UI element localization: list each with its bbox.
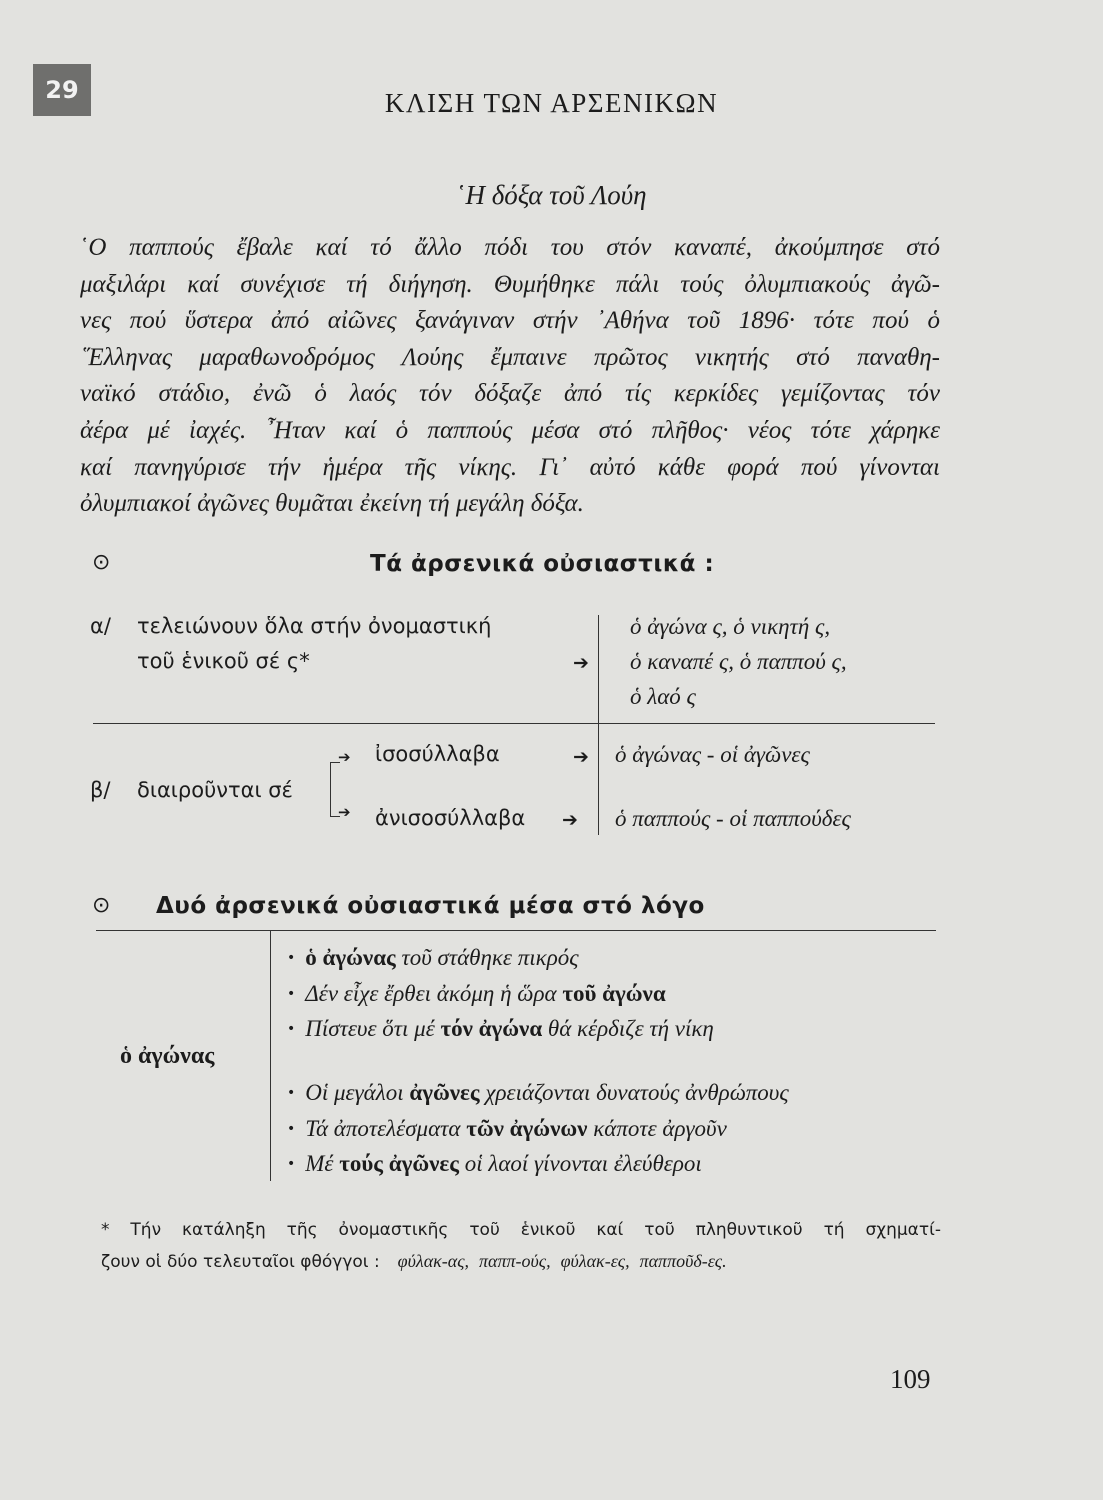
bullet-icon: •	[287, 986, 296, 1002]
example-word: ὁ ἀγώνας	[120, 1043, 215, 1069]
chapter-title: ΚΛΙΣΗ ΤΩΝ ΑΡΣΕΝΙΚΩΝ	[384, 88, 719, 118]
rule-a-example-2: ὁ καναπέ ς, ὁ παππού ς,	[630, 649, 847, 674]
bracket-line	[330, 762, 331, 816]
arrow-icon: ➔	[338, 803, 351, 821]
example-sentence: • ὁ ἀγώνας τοῦ στάθηκε πικρός	[287, 945, 579, 970]
bullet-icon: •	[287, 1156, 296, 1172]
bullet-icon: •	[287, 1021, 296, 1037]
bullet-icon: •	[287, 1121, 296, 1137]
example-sentence: • Μέ τούς ἀγῶνες οἱ λαοί γίνονται ἐλεύθεροι	[287, 1151, 702, 1176]
section1-heading: Τά ἀρσενικά οὐσιαστικά :	[370, 551, 715, 577]
branch-isosyllaba: ἰσοσύλλαβα	[375, 742, 500, 766]
footnote-line: ζουν οἱ δύο τελευταῖοι φθόγγοι : φύλακ-ας, παππ-ούς, φύλακ-ες, παπποῦδ-ες.	[101, 1251, 727, 1272]
branch-anisosyllaba: ἀνισοσύλλαβα	[375, 806, 526, 830]
footnote	[101, 1215, 941, 1277]
arrow-icon: ➔	[573, 652, 589, 674]
story-line: ῞Ελληνας μαραθωνοδρόμος Λούης ἔμπαινε πρῶτος νικητής στό παναθη-	[80, 343, 940, 371]
page-badge: 29	[33, 64, 91, 116]
rule-a-example-3: ὁ λαό ς	[630, 684, 696, 709]
story-title: ῾Η δόξα τοῦ Λούη	[456, 180, 647, 210]
arrow-icon: ➔	[338, 748, 351, 766]
rule-a-text-2: τοῦ ἑνικοῦ σέ ς*	[137, 649, 310, 673]
table-divider-horizontal	[96, 930, 936, 931]
bullet-icon: •	[287, 1085, 296, 1101]
story-line: μαξιλάρι καί συνέχισε τή διήγηση. Θυμήθηκε πάλι τούς ὀλυμπιακούς ἀγῶ-	[80, 270, 940, 298]
rule-a-label: α/	[90, 614, 111, 638]
table-divider-vertical	[598, 615, 599, 835]
example-sentence: • Δέν εἶχε ἔρθει ἀκόμη ἡ ὥρα τοῦ ἀγώνα	[287, 981, 666, 1006]
story-line: νες πού ὕστερα ἀπό αἰῶνες ξανάγιναν στήν ᾿Αθήνα τοῦ 1896· τότε πού ὁ	[80, 307, 940, 335]
example-sentence: • Πίστευε ὅτι μέ τόν ἀγώνα θά κέρδιζε τή νίκη	[287, 1016, 714, 1041]
arrow-icon: ➔	[562, 809, 578, 831]
table-divider-vertical	[270, 931, 271, 1181]
page-number: 109	[890, 1364, 931, 1394]
story-paragraph	[80, 230, 940, 523]
footnote-line: * Τήν κατάληξη τῆς ὀνομαστικῆς τοῦ ἑνικοῦ καί τοῦ πληθυντικοῦ τή σχηματί-	[101, 1220, 941, 1240]
rule-b-example-2: ὁ παππούς - οἱ παππούδες	[615, 806, 851, 831]
bullet-icon: •	[287, 950, 296, 966]
story-line: ἀέρα μέ ἰαχές. ῏Ηταν καί ὁ παππούς μέσα στό πλῆθος· νέος τότε χάρηκε	[80, 416, 940, 444]
rule-b-example-1: ὁ ἀγώνας - οἱ ἀγῶνες	[615, 742, 810, 767]
section-symbol-icon: ⊙	[92, 893, 111, 918]
section-symbol-icon: ⊙	[92, 550, 111, 575]
arrow-icon: ➔	[573, 746, 589, 768]
story-line: ὀλυμπιακοί ἀγῶνες θυμᾶται ἐκείνη τή μεγάλη δόξα.	[80, 490, 584, 518]
example-sentence: • Τά ἀποτελέσματα τῶν ἀγώνων κάποτε ἀργοῦν	[287, 1116, 727, 1141]
rule-b-text: διαιροῦνται σέ	[137, 778, 293, 802]
example-sentence: • Οἱ μεγάλοι ἀγῶνες χρειάζονται δυνατούς ἀνθρώπους	[287, 1080, 789, 1105]
story-line: ῾Ο παππούς ἔβαλε καί τό ἄλλο πόδι του στόν καναπέ, ἀκούμπησε στό	[80, 234, 940, 261]
rule-a-example-1: ὁ ἀγώνα ς, ὁ νικητή ς,	[630, 614, 831, 639]
rule-b-label: β/	[90, 778, 111, 802]
rule-a-text-1: τελειώνουν ὅλα στήν ὀνομαστική	[137, 614, 492, 638]
section2-heading: Δυό ἀρσενικά οὐσιαστικά μέσα στό λόγο	[156, 893, 705, 919]
table-divider-horizontal	[93, 723, 935, 724]
story-line: καί πανηγύρισε τήν ἡμέρα τῆς νίκης. Γι᾿ αὐτό κάθε φορά πού γίνονται	[80, 453, 940, 481]
story-line: ναϊκό στάδιο, ἐνῶ ὁ λαός τόν δόξαζε ἀπό τίς κερκίδες γεμίζοντας τόν	[80, 380, 940, 408]
